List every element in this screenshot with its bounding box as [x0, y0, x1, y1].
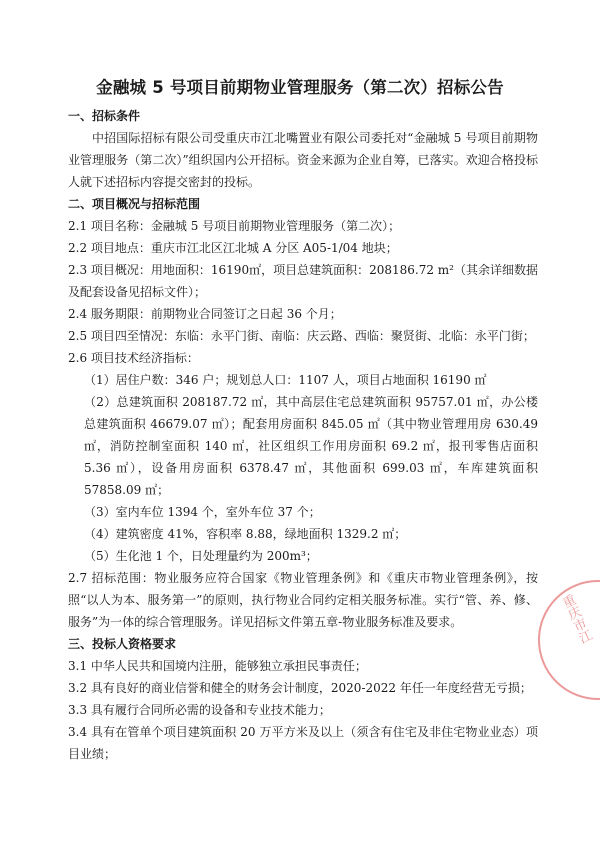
item-2-1: 2.1 项目名称：金融城 5 号项目前期物业管理服务（第二次）；	[68, 219, 401, 233]
subitem-4: （4）建筑密度 41%，容积率 8.88，绿地面积 1329.2 ㎡；	[84, 527, 407, 541]
document-body	[68, 105, 538, 765]
item-2-7: 2.7 招标范围：物业服务应符合国家《物业管理条例》和《重庆市物业管理条例》，按照“以人为本、服务第一”的原则，执行物业合同约定相关服务标准。实行“管、养、修、服务”为一体的综合管理服务。详见招标文件第五章-物业服务标准及要求。	[68, 571, 538, 629]
subitem-5: （5）生化池 1 个，日处理量约为 200m³；	[84, 549, 318, 563]
item-2-3: 2.3 项目概况：用地面积：16190㎡，项目总建筑面积：208186.72 m²（其余详细数据及配套设备见招标文件）；	[68, 263, 538, 299]
subitem-1: （1）居住户数：346 户；规划总人口：1107 人，项目占地面积 16190 ㎡	[84, 373, 487, 387]
subitem-2: （2）总建筑面积 208187.72 ㎡，其中高层住宅总建筑面积 95757.01 ㎡，办公楼总建筑面积 46679.07 ㎡）；配套用房面积 845.05 ㎡（其中物业管理用房 630.49 ㎡，消防控制室面积 140 ㎡，社区组织工作用房面积 69.2 ㎡，报刊零售店面积 5.36 ㎡），设备用房面积 6378.47 ㎡，其他面积 699.03 ㎡，车库建筑面积 57858.09 ㎡；	[84, 395, 538, 497]
item-3-3: 3.3 具有履行合同所必需的设备和专业技术能力；	[68, 703, 331, 717]
subitem-3: （3）室内车位 1394 个，室外车位 37 个；	[84, 505, 321, 519]
section-1-paragraph: 中招国际招标有限公司受重庆市江北嘴置业有限公司委托对“金融城 5 号项目前期物业管理服务（第二次）”组织国内公开招标。资金来源为企业自筹，已落实。欢迎合格投标人就下述招标内容提交密封的投标。	[68, 131, 538, 189]
section-heading-2: 二、项目概况与招标范围	[68, 197, 201, 211]
item-3-4: 3.4 具有在管单个项目建筑面积 20 万平方米及以上（须含有住宅及非住宅物业业态）项目业绩；	[68, 725, 538, 761]
item-3-2: 3.2 具有良好的商业信誉和健全的财务会计制度，2020-2022 年任一年度经营无亏损；	[68, 681, 532, 695]
seal-text: 重庆市江	[557, 592, 594, 647]
item-2-4: 2.4 服务期限：前期物业合同签订之日起 36 个月；	[68, 307, 342, 321]
section-heading-1: 一、招标条件	[68, 109, 141, 123]
item-2-6: 2.6 项目技术经济指标：	[68, 351, 199, 365]
item-3-1: 3.1 中华人民共和国境内注册，能够独立承担民事责任；	[68, 659, 367, 673]
item-2-5: 2.5 项目四至情况：东临：永平门街、南临：庆云路、西临：聚贤街、北临：永平门街；	[68, 329, 535, 343]
section-heading-3: 三、投标人资格要求	[68, 637, 177, 651]
document-title: 金融城 5 号项目前期物业管理服务（第二次）招标公告	[96, 78, 504, 97]
item-2-2: 2.2 项目地点：重庆市江北区江北城 A 分区 A05-1/04 地块；	[68, 241, 398, 255]
